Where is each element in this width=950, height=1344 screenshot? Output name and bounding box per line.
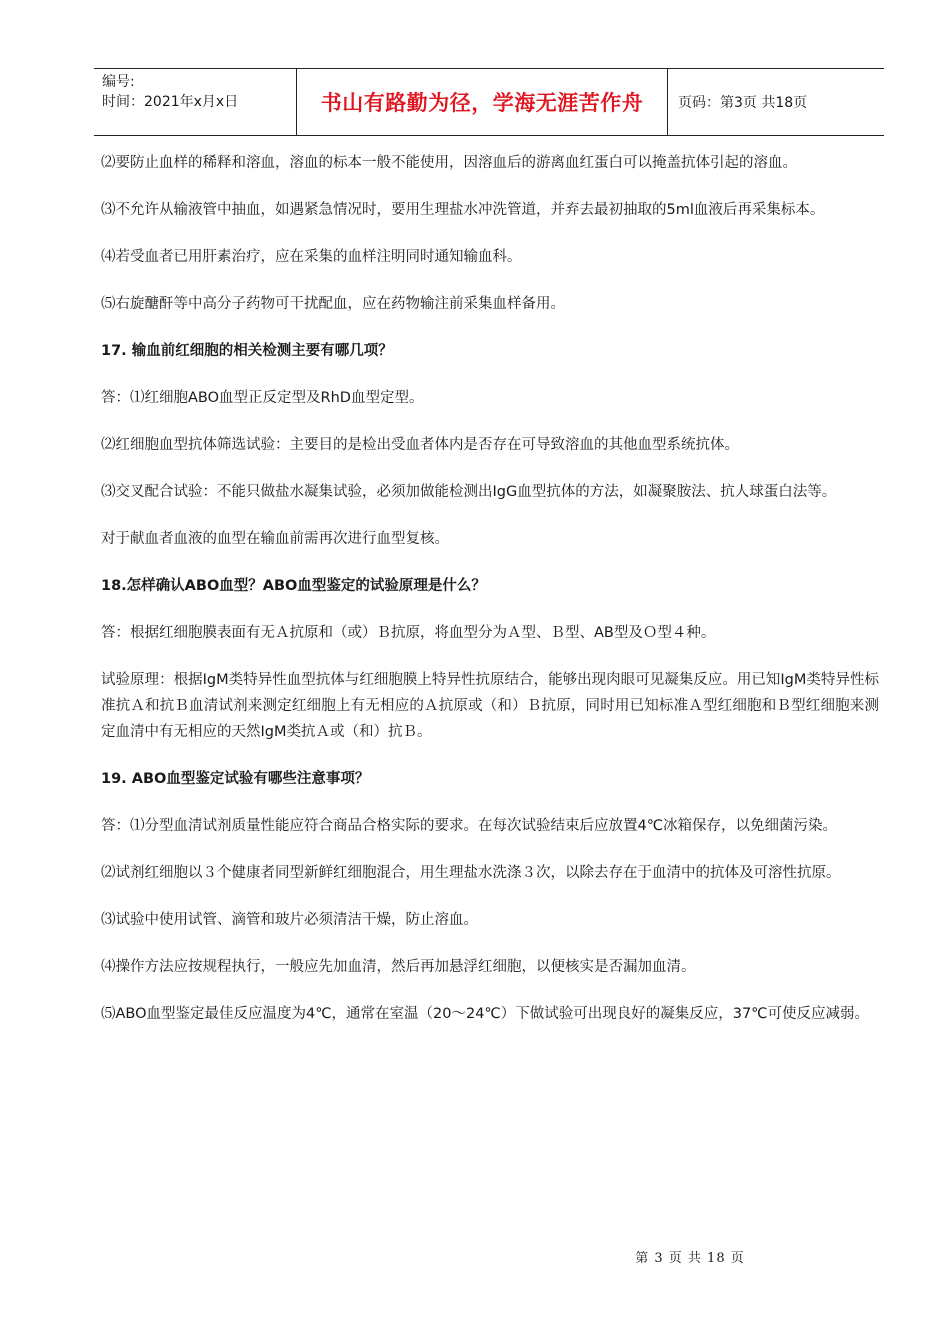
header-info-cell xyxy=(94,69,296,135)
question-17-heading: 17. 输血前红细胞的相关检测主要有哪几项？ xyxy=(101,343,393,359)
answer-18-principle: 试验原理：根据IgM类特异性血型抗体与红细胞膜上特异性抗原结合，能够出现肉眼可见凝集反应。用已知IgM类特异性标准抗Ａ和抗Ｂ血清试剂来测定红细胞上有无相应的Ａ抗原或（和）Ｂ抗原，同时用已知标准Ａ型红细胞和Ｂ型红细胞来测定血清中有无相应的天然IgM类抗Ａ或（和）抗Ｂ。 xyxy=(101,672,879,740)
answer-17-item-2: ⑵红细胞血型抗体筛选试验：主要目的是检出受血者体内是否存在可导致溶血的其他血型系统抗体。 xyxy=(101,437,739,453)
answer-19-item-2: ⑵试剂红细胞以３个健康者同型新鲜红细胞混合，用生理盐水洗涤３次，以除去存在于血清中的抗体及可溶性抗原。 xyxy=(101,865,841,881)
page-footer xyxy=(0,1247,950,1266)
question-18-heading: 18.怎样确认ABO血型？ABO血型鉴定的试验原理是什么？ xyxy=(101,578,486,594)
answer-19-item-5: ⑸ABO血型鉴定最佳反应温度为4℃，通常在室温（20～24℃）下做试验可出现良好的凝集反应，37℃可使反应减弱。 xyxy=(101,1006,869,1022)
header-page-number: 页码：第3页 共18页 xyxy=(678,95,808,111)
answer-17-item-3: ⑶交叉配合试验：不能只做盐水凝集试验，必须加做能检测出IgG血型抗体的方法，如凝聚胺法、抗人球蛋白法等。 xyxy=(101,484,837,500)
date-label: 时间：2021年x月x日 xyxy=(102,94,239,110)
answer-17-item-1: 答：⑴红细胞ABO血型正反定型及RhD血型定型。 xyxy=(101,390,424,406)
answer-17-note: 对于献血者血液的血型在输血前需再次进行血型复核。 xyxy=(101,531,449,547)
header-motto: 书山有路勤为径，学海无涯苦作舟 xyxy=(296,69,668,135)
answer-19-item-1: 答：⑴分型血清试剂质量性能应符合商品合格实际的要求。在每次试验结束后应放置4℃冰箱保存，以免细菌污染。 xyxy=(101,818,838,834)
question-19-heading: 19. ABO血型鉴定试验有哪些注意事项？ xyxy=(101,771,370,787)
paragraph-item-3: ⑶不允许从输液管中抽血，如遇紧急情况时，要用生理盐水冲洗管道，并弃去最初抽取的5ml血液后再采集标本。 xyxy=(101,202,825,218)
paragraph-item-2: ⑵要防止血样的稀释和溶血，溶血的标本一般不能使用，因溶血后的游离血红蛋白可以掩盖抗体引起的溶血。 xyxy=(101,155,797,171)
paragraph-item-5: ⑸右旋醣酐等中高分子药物可干扰配血，应在药物输注前采集血样备用。 xyxy=(101,296,565,312)
serial-number-label: 编号: xyxy=(102,74,135,90)
answer-18-main: 答：根据红细胞膜表面有无Ａ抗原和（或）Ｂ抗原，将血型分为Ａ型、Ｂ型、AB型及Ｏ型４种。 xyxy=(101,625,716,641)
answer-19-item-4: ⑷操作方法应按规程执行，一般应先加血清，然后再加悬浮红细胞，以便核实是否漏加血清。 xyxy=(101,959,696,975)
answer-19-item-3: ⑶试验中使用试管、滴管和玻片必须清洁干燥，防止溶血。 xyxy=(101,912,478,928)
page-header xyxy=(94,68,884,136)
document-body xyxy=(101,150,879,1048)
paragraph-item-4: ⑷若受血者已用肝素治疗，应在采集的血样注明同时通知输血科。 xyxy=(101,249,522,265)
footer-page-number: 第 3 页 共 18 页 xyxy=(635,1251,745,1266)
